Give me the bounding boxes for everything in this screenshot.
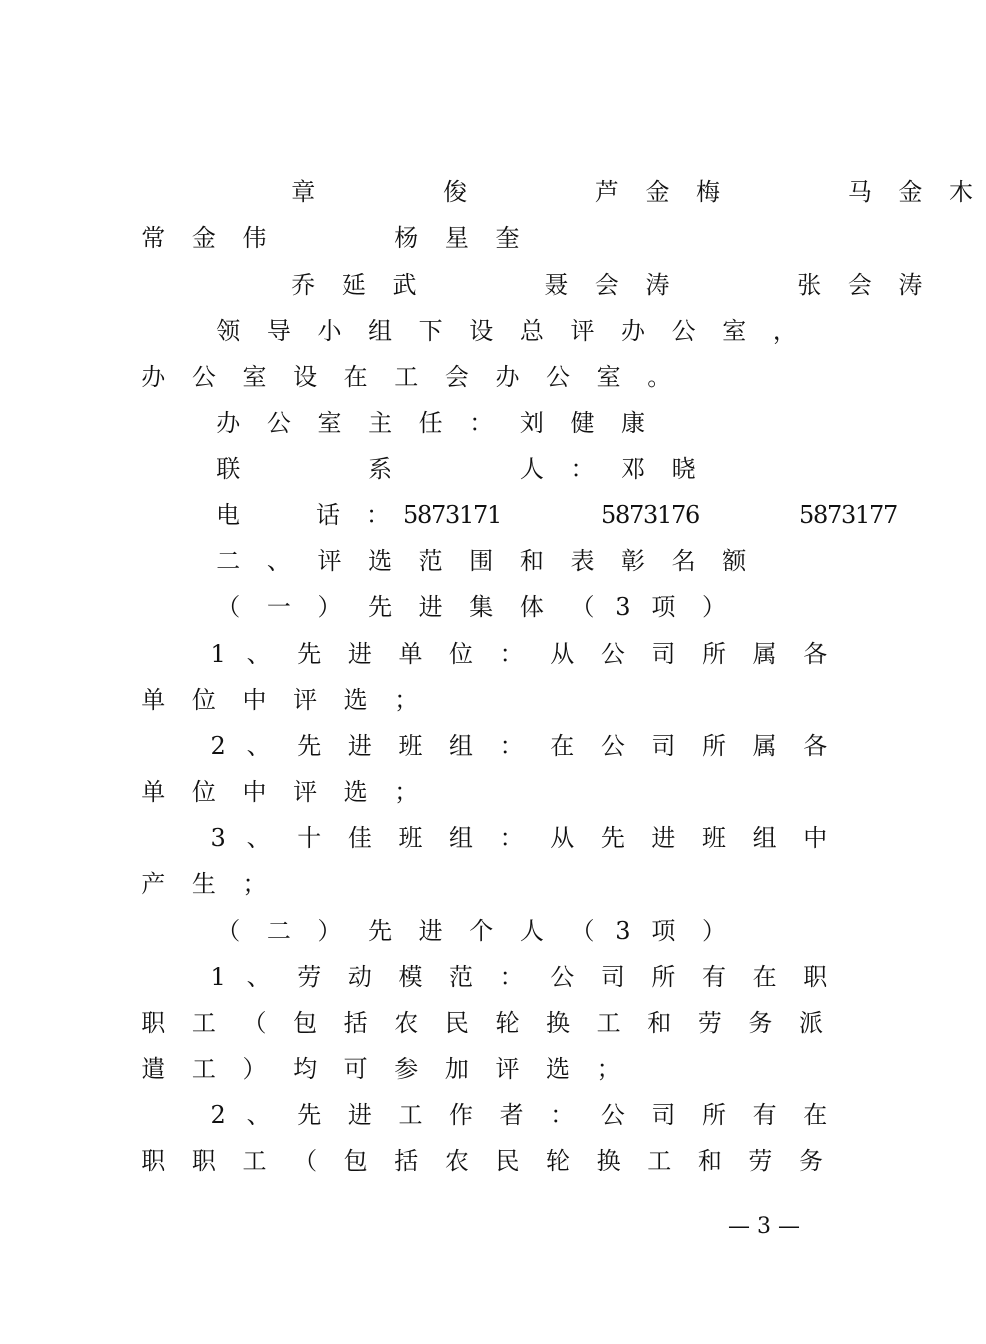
text-line: （ 一 ） 先 进 集 体 （ 3 项 ） xyxy=(216,593,726,621)
text-line: 2 、 先 进 工 作 者 ： 公 司 所 有 在 xyxy=(210,1101,828,1129)
text-line: （ 二 ） 先 进 个 人 （ 3 项 ） xyxy=(216,917,726,945)
text-line: 电 话 ： 5 8 7 3 1 7 1 5 8 7 3 1 7 6 5 8 7 3 1 7 7 xyxy=(216,501,899,529)
text-line: 乔 延 武 聂 会 涛 张 会 涛 xyxy=(291,271,923,299)
text-line: 章 俊 芦 金 梅 马 金 木 xyxy=(291,178,974,206)
text-line: 职 工 （ 包 括 农 民 轮 换 工 和 劳 务 派 xyxy=(141,1009,824,1037)
text-line: 2 、 先 进 班 组 ： 在 公 司 所 属 各 xyxy=(210,732,828,760)
text-line: 联 系 人 ： 邓 晓 xyxy=(216,455,696,483)
text-line: 1 、 劳 动 模 范 ： 公 司 所 有 在 职 xyxy=(210,963,828,991)
text-line: 常 金 伟 杨 星 奎 xyxy=(141,224,520,252)
text-line: 单 位 中 评 选 ； xyxy=(141,686,419,714)
text-line: 单 位 中 评 选 ； xyxy=(141,778,419,806)
text-line: 职 职 工 （ 包 括 农 民 轮 换 工 和 劳 务 xyxy=(141,1147,824,1175)
text-line: 领 导 小 组 下 设 总 评 办 公 室 ， xyxy=(216,317,797,345)
text-line: 办 公 室 主 任 ： 刘 健 康 xyxy=(216,409,646,437)
text-line: 产 生 ； xyxy=(141,870,267,898)
text-line: 遣 工 ） 均 可 参 加 评 选 ； xyxy=(141,1055,621,1083)
text-line: 3 、 十 佳 班 组 ： 从 先 进 班 组 中 xyxy=(210,824,828,852)
text-line: 二 、 评 选 范 围 和 表 彰 名 额 xyxy=(216,547,747,575)
text-line: 1 、 先 进 单 位 ： 从 公 司 所 属 各 xyxy=(210,640,828,668)
page-number: — 3 — xyxy=(728,1214,800,1239)
text-line: 办 公 室 设 在 工 会 办 公 室 。 xyxy=(141,363,672,391)
